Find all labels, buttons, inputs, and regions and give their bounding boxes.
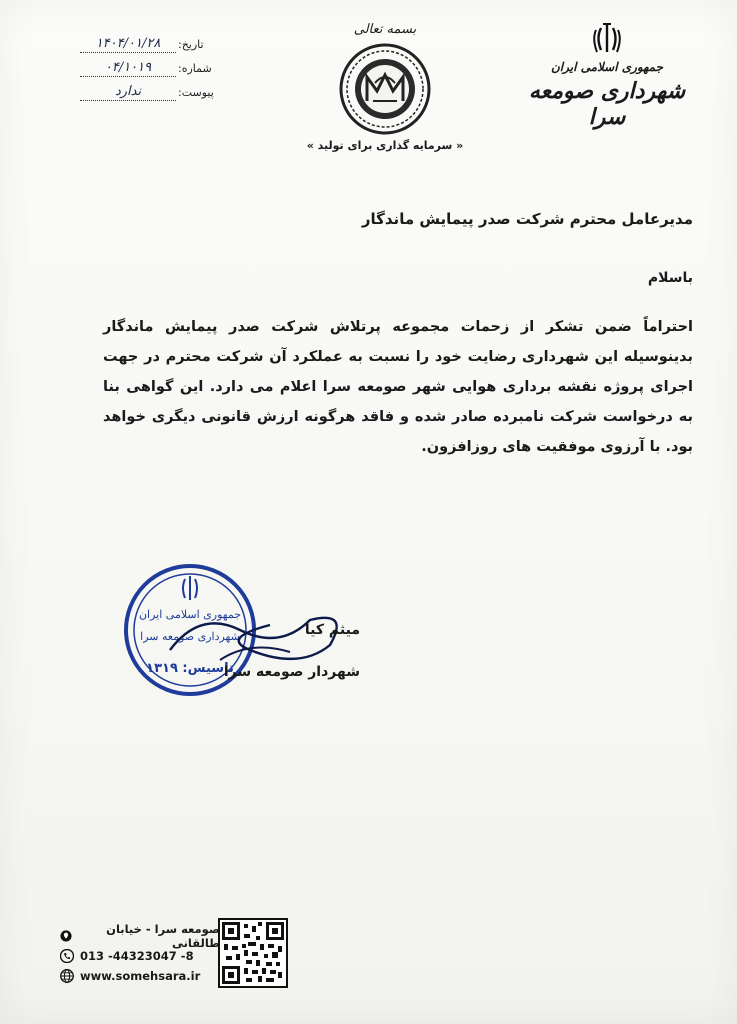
footer-contact xyxy=(60,922,220,986)
qr-code-icon xyxy=(218,918,288,988)
iran-emblem-icon xyxy=(592,22,622,56)
footer-website[interactable]: www.somehsara.ir xyxy=(80,969,201,983)
stamp-line-3: تاسیس: ۱۳۱۹ xyxy=(146,661,234,676)
meta-date-label: تاریخ: xyxy=(178,37,204,51)
meta-attachment xyxy=(80,80,230,104)
signer-title: شهردار صومعه سرا xyxy=(223,664,360,680)
letter-meta xyxy=(80,32,230,104)
municipality-title: شهرداری صومعه سرا xyxy=(528,78,686,130)
footer-address-row xyxy=(60,922,220,950)
signer-name: میثم کیا xyxy=(304,622,360,638)
footer-website-row xyxy=(60,966,220,986)
greeting: باسلام xyxy=(647,270,693,286)
meta-number-value: ۰۴/۱۰۱۹ xyxy=(80,60,176,77)
meta-date xyxy=(80,32,230,56)
motto: « سرمایه گذاری برای تولید » xyxy=(306,139,464,152)
municipality-emblem-icon xyxy=(337,41,433,137)
header-right xyxy=(507,22,707,130)
meta-attachment-value: ندارد xyxy=(80,84,176,101)
location-pin-icon xyxy=(60,929,72,943)
republic-title: جمهوری اسلامی ایران xyxy=(550,60,664,74)
meta-attachment-label: پیوست: xyxy=(178,85,214,99)
globe-icon xyxy=(60,969,74,983)
header-center xyxy=(300,22,470,152)
letter-body: احتراماً ضمن تشکر از زحمات مجموعه پرتلاش شرکت صدر پیمایش ماندگار بدینوسیله این شهرداری رضایت خود را نسبت به عملکرد آن شرکت محترم در جهت اجرای پروژه نقشه برداری هوایی شهر صومعه سرا اعلام می دارد. این گواهی بنا به درخواست شرکت نامبرده صادر شده و فاقد هرگونه ارزش قانونی دیگری خواهد بود. با آرزوی موفقیت های روزافزون. xyxy=(103,319,693,455)
meta-number xyxy=(80,56,230,80)
signature-block xyxy=(120,560,360,700)
recipient: مدیرعامل محترم شرکت صدر پیمایش ماندگار xyxy=(361,210,693,228)
meta-number-label: شماره: xyxy=(178,61,212,75)
footer-address: صومعه سرا - خیابان طالقانی xyxy=(106,922,220,950)
stamp-line-2: شهرداری صومعه سرا xyxy=(140,630,240,643)
meta-date-value: ۱۴۰۴/۰۱/۲۸ xyxy=(80,36,176,53)
bismillah: بسمه تعالی xyxy=(353,22,417,37)
phone-icon xyxy=(60,949,74,963)
stamp-line-1: جمهوری اسلامی ایران xyxy=(138,608,242,621)
footer-phone: 013 -44323047 -8 xyxy=(80,949,194,963)
